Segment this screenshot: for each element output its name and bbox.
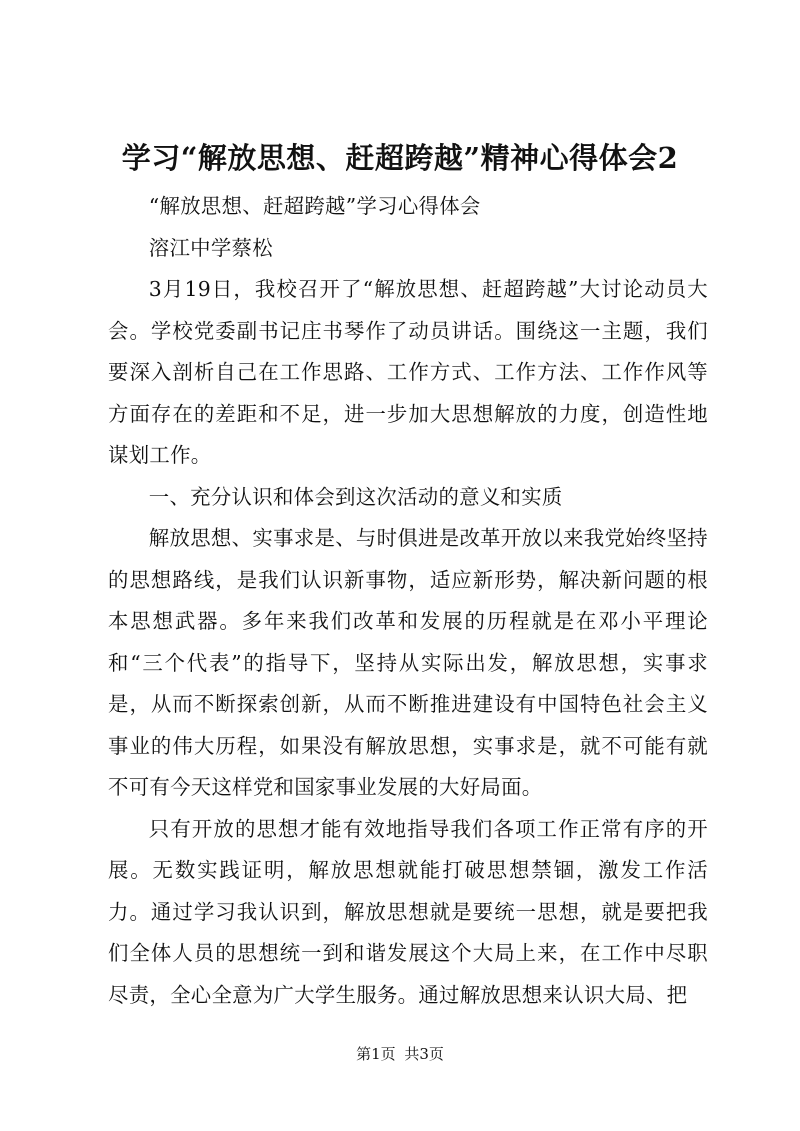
- page-number: 第1页: [356, 1045, 396, 1063]
- subtitle-paragraph: “解放思想、赶超跨越”学习心得体会: [148, 194, 481, 218]
- section-heading: 一、充分认识和体会到这次活动的意义和实质: [148, 484, 563, 509]
- document-title: 学习“解放思想、赶超跨越”精神心得体会2: [121, 141, 679, 175]
- body-paragraph: 解放思想、实事求是、与时俱进是改革开放以来我党始终坚持的思想路线，是我们认识新事物，适应新形势，解决新问题的根本思想武器。多年来我们改革和发展的历程就是在邓小平理论和“三个代表”的指导下，坚持从实际出发，解放思想，实事求是，从而不断探索创新，从而不断推进建设有中国特色社会主义事业的伟大历程，如果没有解放思想，实事求是，就不可能有就不可有今天这样党和国家事业发展的大好局面。: [108, 526, 708, 799]
- author-paragraph: 溶江中学蔡松: [148, 235, 273, 260]
- document-body: [108, 186, 708, 1016]
- page-footer: [0, 1044, 800, 1064]
- body-paragraph: 只有开放的思想才能有效地指导我们各项工作正常有序的开展。无数实践证明，解放思想就能打破思想禁锢，激发工作活力。通过学习我认识到，解放思想就是要统一思想，就是要把我们全体人员的思想统一到和谐发展这个大局上来，在工作中尽职尽责，全心全意为广大学生服务。通过解放思想来认识大局、把: [108, 816, 708, 1007]
- page-total: 共3页: [404, 1045, 444, 1063]
- intro-paragraph: 3月19日，我校召开了“解放思想、赶超跨越”大讨论动员大会。学校党委副书记庄书琴作了动员讲话。围绕这一主题，我们要深入剖析自己在工作思路、工作方式、工作方法、工作作风等方面存在的差距和不足，进一步加大思想解放的力度，创造性地谋划工作。: [108, 277, 708, 467]
